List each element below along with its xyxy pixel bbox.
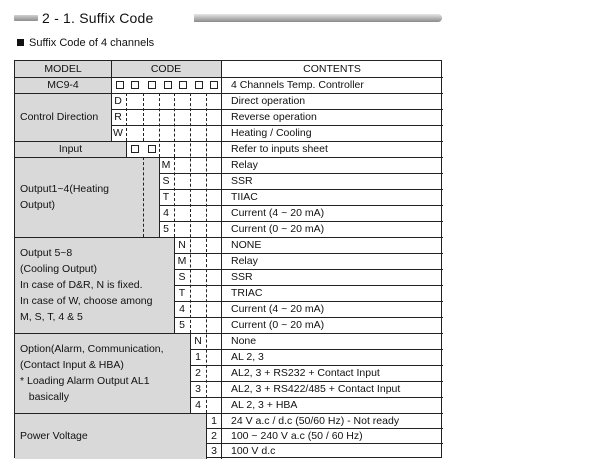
code-letter: M <box>161 159 171 171</box>
code-letter: 5 <box>179 319 185 331</box>
code-letter: T <box>178 287 186 299</box>
code-box-6 <box>195 81 203 89</box>
header-code: CODE <box>150 63 182 75</box>
option-content: Relay <box>231 255 258 267</box>
code-letter: 1 <box>211 415 217 427</box>
output5-label-line: (Cooling Output) <box>20 263 98 275</box>
code-letter: D <box>114 95 122 107</box>
code-box-7 <box>210 81 218 89</box>
option-content: SSR <box>231 271 253 283</box>
option-content: 100 V d.c <box>231 445 276 457</box>
output1-label-line: Output) <box>20 199 56 211</box>
input-box-1 <box>131 145 139 153</box>
output5-label-line: In case of W, choose among <box>20 295 153 307</box>
subheading <box>17 37 154 49</box>
section-title <box>14 9 442 27</box>
option-content: TIIAC <box>231 191 258 203</box>
option-content: Reverse operation <box>231 111 317 123</box>
header-contents: CONTENTS <box>303 63 361 75</box>
code-box-1 <box>116 81 124 89</box>
code-letter: S <box>178 271 186 283</box>
header-model: MODEL <box>44 63 82 75</box>
input-label: Input <box>58 143 83 155</box>
option-content: 24 V a.c / d.c (50/60 Hz) - Not ready <box>231 415 400 427</box>
title-bar-left <box>14 15 38 21</box>
output5-label-line: Output 5~8 <box>20 247 73 259</box>
control-direction-label: Control Direction <box>20 111 99 123</box>
option-content: AL2, 3 + RS232 + Contact Input <box>231 367 380 379</box>
code-letter: N <box>194 335 202 347</box>
option-label-line: Option(Alarm, Communication, <box>20 343 164 355</box>
option-content: Direct operation <box>231 95 306 107</box>
code-letter: 4 <box>163 207 169 219</box>
option-content: None <box>231 335 257 347</box>
option-label-line: (Contact Input & HBA) <box>20 359 124 371</box>
code-letter: 1 <box>195 351 201 363</box>
option-content: AL 2, 3 + HBA <box>231 399 298 411</box>
option-content: 100 ~ 240 V a.c (50 / 60 Hz) <box>231 430 363 442</box>
code-letter: R <box>114 111 122 123</box>
code-letter: 4 <box>195 399 201 411</box>
option-label-line: * Loading Alarm Output AL1 <box>20 375 150 387</box>
option-content: SSR <box>231 175 253 187</box>
suffix-code-table <box>14 60 442 458</box>
input-box-2 <box>148 145 156 153</box>
code-box-3 <box>148 81 156 89</box>
option-content: AL2, 3 + RS422/485 + Contact Input <box>231 383 401 395</box>
code-letter: T <box>162 191 170 203</box>
code-letter: 2 <box>195 367 201 379</box>
title-bar-right <box>194 14 442 22</box>
output1-label-line: Output1~4(Heating <box>20 183 110 195</box>
code-box-5 <box>179 81 187 89</box>
code-letter: W <box>113 127 123 139</box>
code-letter: 4 <box>179 303 185 315</box>
model-code: MC9-4 <box>47 79 79 91</box>
option-content: AL 2, 3 <box>231 351 264 363</box>
code-letter: S <box>162 175 170 187</box>
option-content: Current (4 ~ 20 mA) <box>231 207 325 219</box>
option-content: Relay <box>231 159 258 171</box>
option-label-line: basically <box>20 391 70 403</box>
code-letter: 2 <box>211 430 217 442</box>
output5-label-line: In case of D&R, N is fixed. <box>20 279 143 291</box>
option-content: Current (4 ~ 20 mA) <box>231 303 325 315</box>
code-box-2 <box>131 81 139 89</box>
model-contents: 4 Channels Temp. Controller <box>231 79 364 91</box>
option-content: TRIAC <box>231 287 263 299</box>
code-letter: M <box>177 255 187 267</box>
square-bullet-icon <box>17 39 24 46</box>
option-content: Current (0 ~ 20 mA) <box>231 223 325 235</box>
subheading-text: Suffix Code of 4 channels <box>29 37 155 49</box>
option-content: NONE <box>231 239 262 251</box>
option-content: Heating / Cooling <box>231 127 312 139</box>
code-box-4 <box>164 81 172 89</box>
code-letter: 3 <box>195 383 201 395</box>
input-contents: Refer to inputs sheet <box>231 143 328 155</box>
power-label: Power Voltage <box>20 430 88 442</box>
page-title: 2 - 1. Suffix Code <box>42 10 154 26</box>
code-letter: 3 <box>211 445 217 457</box>
code-letter: 5 <box>163 223 169 235</box>
output5-label-line: M, S, T, 4 & 5 <box>20 311 83 323</box>
option-content: Current (0 ~ 20 mA) <box>231 319 325 331</box>
code-letter: N <box>178 239 186 251</box>
